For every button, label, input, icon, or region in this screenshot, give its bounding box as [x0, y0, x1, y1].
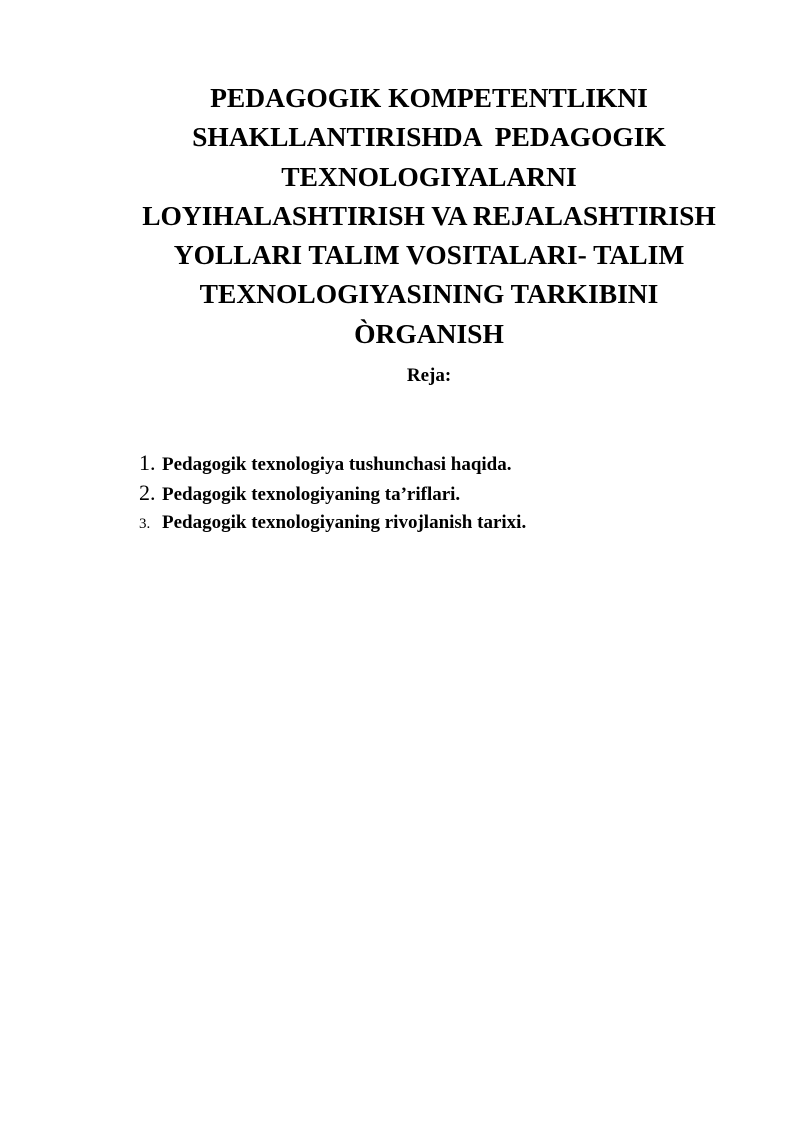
plan-list	[139, 448, 526, 538]
plan-item-text: Pedagogik texnologiya tushunchasi haqida.	[162, 454, 512, 475]
plan-item	[139, 448, 526, 478]
plan-item-number: 2.	[139, 480, 156, 505]
plan-item	[139, 508, 526, 538]
title-line: TEXNOLOGIYASINING TARKIBINI	[199, 278, 659, 310]
plan-item-text: Pedagogik texnologiyaning rivojlanish tarixi.	[162, 512, 527, 533]
title-line: SHAKLLANTIRISHDA PEDAGOGIK	[192, 121, 666, 153]
plan-item-text: Pedagogik texnologiyaning ta’riflari.	[162, 484, 461, 505]
title-line: LOYIHALASHTIRISH VA REJALASHTIRISH	[142, 199, 716, 231]
plan-heading: Reja:	[406, 365, 452, 386]
plan-item-number: 1.	[139, 450, 156, 475]
document-title	[100, 78, 758, 353]
title-line: TEXNOLOGIYALARNI	[281, 160, 577, 192]
plan-item	[139, 478, 526, 508]
title-line: YOLLARI TALIM VOSITALARI- TALIM	[173, 239, 685, 271]
plan-item-number: 3.	[139, 516, 151, 532]
title-line: ÒRGANISH	[354, 317, 504, 349]
title-line: PEDAGOGIK KOMPETENTLIKNI	[210, 82, 648, 113]
